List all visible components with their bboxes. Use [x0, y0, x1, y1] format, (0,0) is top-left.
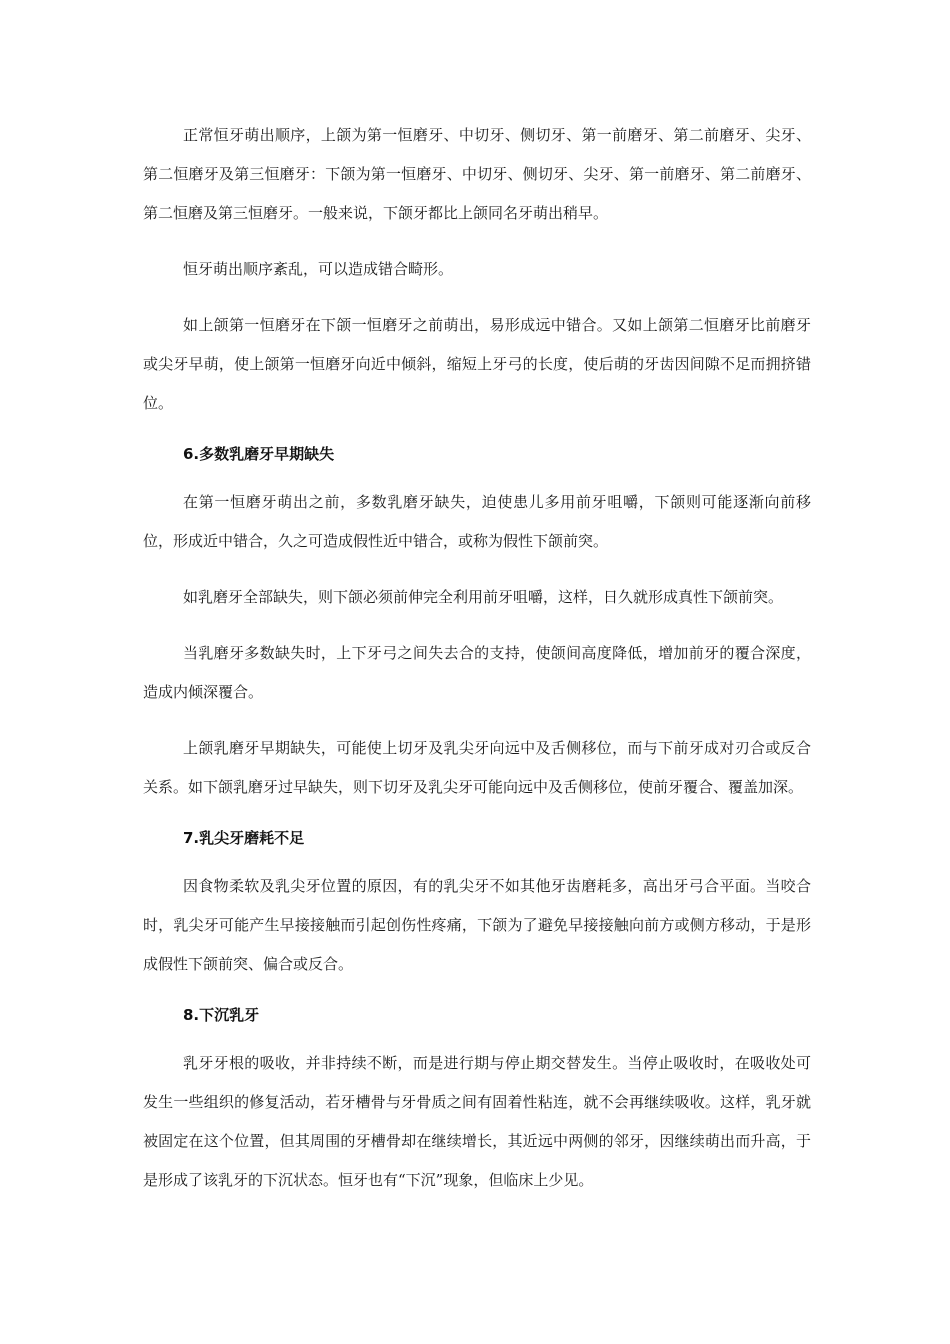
paragraph: 恒牙萌出顺序紊乱，可以造成错合畸形。: [183, 260, 454, 278]
section-heading: 8.下沉乳牙: [183, 1006, 260, 1024]
paragraph: 上颌乳磨牙早期缺失，可能使上切牙及乳尖牙向远中及舌侧移位，而与下前牙成对刃合或反合关系。如下颌乳磨牙过早缺失，则下切牙及乳尖牙可能向远中及舌侧移位，使前牙覆合、覆盖加深。: [143, 739, 811, 796]
section-heading: 6.多数乳磨牙早期缺失: [183, 445, 335, 463]
section-heading: 7.乳尖牙磨耗不足: [183, 829, 305, 847]
paragraph: 如乳磨牙全部缺失，则下颌必须前伸完全利用前牙咀嚼，这样，日久就形成真性下颌前突。: [183, 588, 784, 606]
paragraph: 在第一恒磨牙萌出之前，多数乳磨牙缺失，迫使患儿多用前牙咀嚼，下颌则可能逐渐向前移位，形成近中错合，久之可造成假性近中错合，或称为假性下颌前突。: [143, 493, 811, 550]
document-body: [143, 116, 811, 1217]
paragraph: 当乳磨牙多数缺失时，上下牙弓之间失去合的支持，使颌间高度降低，增加前牙的覆合深度，造成内倾深覆合。: [143, 644, 811, 701]
paragraph: 正常恒牙萌出顺序，上颌为第一恒磨牙、中切牙、侧切牙、第一前磨牙、第二前磨牙、尖牙、第二恒磨牙及第三恒磨牙：下颌为第一恒磨牙、中切牙、侧切牙、尖牙、第一前磨牙、第二前磨牙、第二恒磨及第三恒磨牙。一般来说，下颌牙都比上颌同名牙萌出稍早。: [143, 126, 811, 222]
paragraph: 乳牙牙根的吸收，并非持续不断，而是进行期与停止期交替发生。当停止吸收时，在吸收处可发生一些组织的修复活动，若牙槽骨与牙骨质之间有固着性粘连，就不会再继续吸收。这样，乳牙就被固定在这个位置，但其周围的牙槽骨却在继续增长，其近远中两侧的邻牙，因继续萌出而升高，于是形成了该乳牙的下沉状态。恒牙也有“下沉”现象，但临床上少见。: [143, 1054, 811, 1189]
paragraph: 如上颌第一恒磨牙在下颌一恒磨牙之前萌出，易形成远中错合。又如上颌第二恒磨牙比前磨牙或尖牙早萌，使上颌第一恒磨牙向近中倾斜，缩短上牙弓的长度，使后萌的牙齿因间隙不足而拥挤错位。: [143, 316, 811, 412]
paragraph: 因食物柔软及乳尖牙位置的原因，有的乳尖牙不如其他牙齿磨耗多，高出牙弓合平面。当咬合时，乳尖牙可能产生早接接触而引起创伤性疼痛，下颌为了避免早接接触向前方或侧方移动，于是形成假性下颌前突、偏合或反合。: [143, 877, 811, 973]
